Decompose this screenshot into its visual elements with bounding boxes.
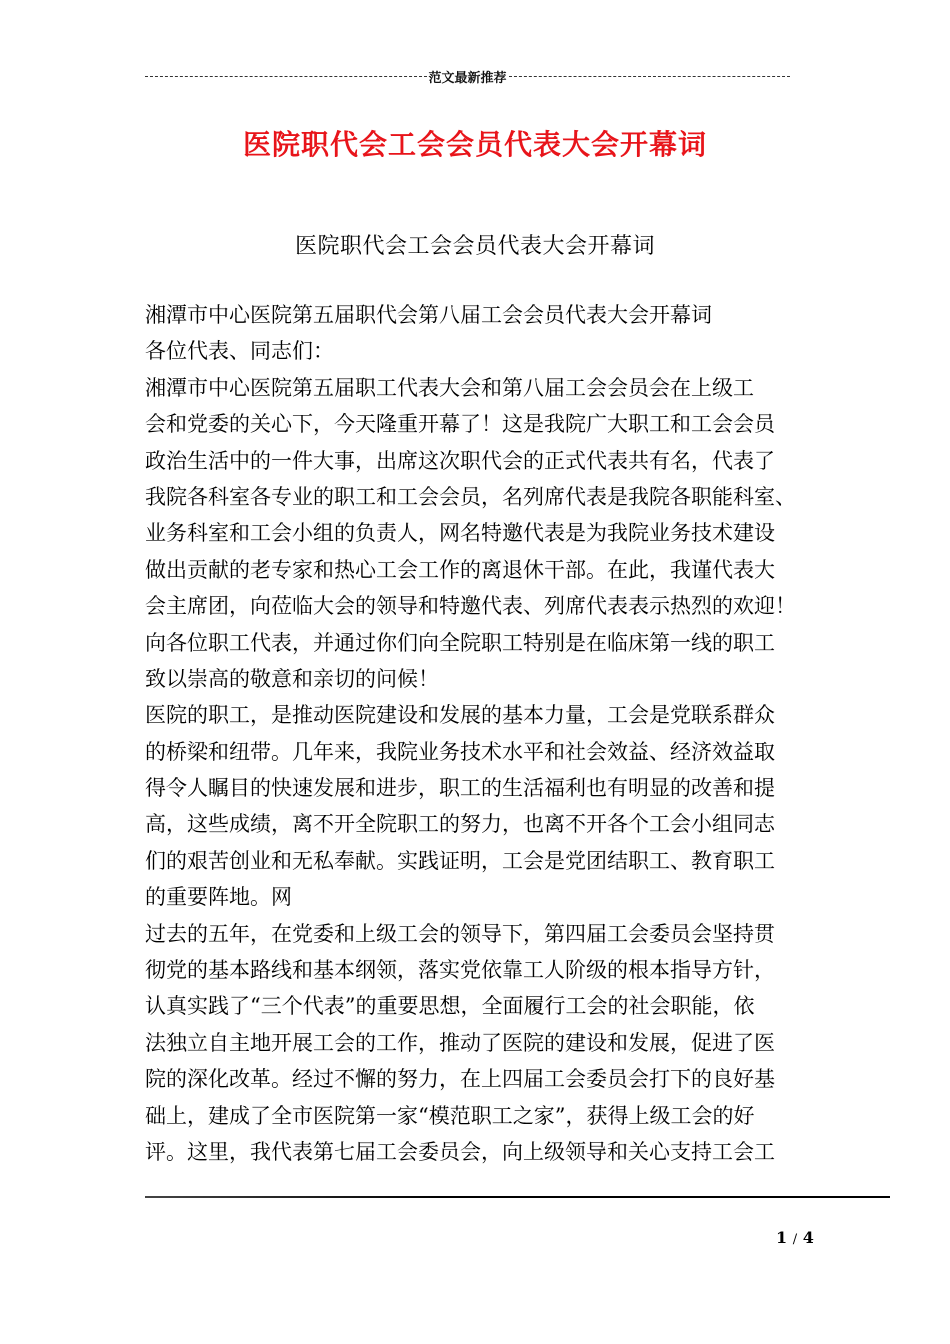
page-header — [145, 66, 790, 86]
text-line: 医院的职工，是推动医院建设和发展的基本力量，工会是党联系群众 — [145, 703, 775, 728]
text-line: 院的深化改革。经过不懈的努力，在上四届工会委员会打下的良好基 — [145, 1067, 775, 1092]
header-dash-left — [145, 76, 427, 77]
text-line: 湘潭市中心医院第五届职代会第八届工会会员代表大会开幕词 — [145, 303, 712, 327]
text-line: 法独立自主地开展工会的工作，推动了医院的建设和发展，促进了医 — [145, 1030, 775, 1055]
text-line: 政治生活中的一件大事，出席这次职代会的正式代表共有名，代表了 — [145, 448, 775, 473]
page-number — [776, 1228, 814, 1247]
text-line: 业务科室和工会小组的负责人，网名特邀代表是为我院业务技术建设 — [145, 521, 775, 546]
text-line: 向各位职工代表，并通过你们向全院职工特别是在临床第一线的职工 — [145, 630, 775, 655]
text-line: 致以崇高的敬意和亲切的问候！ — [145, 666, 439, 691]
text-line: 过去的五年，在党委和上级工会的领导下，第四届工会委员会坚持贯 — [145, 921, 775, 946]
header-dash-right — [509, 76, 791, 77]
text-line: 的重要阵地。网 — [145, 885, 292, 910]
text-line: 评。这里，我代表第七届工会委员会，向上级领导和关心支持工会工 — [145, 1139, 775, 1164]
page-separator: / — [792, 1232, 798, 1247]
text-line: 会和党委的关心下，今天隆重开幕了！这是我院广大职工和工会会员 — [145, 412, 775, 437]
text-line: 认真实践了“三个代表”的重要思想，全面履行工会的社会职能，依 — [145, 994, 755, 1019]
text-line: 各位代表、同志们： — [145, 339, 334, 364]
document-subtitle: 医院职代会工会会员代表大会开幕词 — [294, 234, 655, 259]
text-line: 湘潭市中心医院第五届职工代表大会和第八届工会会员会在上级工 — [145, 375, 754, 400]
text-line: 做出贡献的老专家和热心工会工作的离退休干部。在此，我谨代表大 — [145, 557, 775, 582]
current-page: 1 — [776, 1228, 788, 1247]
header-label: 范文最新推荐 — [428, 70, 507, 86]
text-line: 会主席团，向莅临大会的领导和特邀代表、列席代表表示热烈的欢迎！ — [145, 594, 796, 619]
footer-divider — [145, 1196, 890, 1198]
total-pages: 4 — [802, 1228, 814, 1247]
text-line: 我院各科室各专业的职工和工会会员，名列席代表是我院各职能科室、 — [145, 484, 796, 509]
text-line: 们的艰苦创业和无私奉献。实践证明，工会是党团结职工、教育职工 — [145, 848, 775, 873]
text-line: 高，这些成绩，离不开全院职工的努力，也离不开各个工会小组同志 — [145, 812, 775, 837]
body-text — [145, 297, 815, 1170]
text-line: 彻党的基本路线和基本纲领，落实党依靠工人阶级的根本指导方针， — [145, 958, 775, 983]
text-line: 的桥梁和纽带。几年来，我院业务技术水平和社会效益、经济效益取 — [145, 739, 775, 764]
text-line: 础上，建成了全市医院第一家“模范职工之家”，获得上级工会的好 — [145, 1103, 755, 1128]
document-title: 医院职代会工会会员代表大会开幕词 — [242, 128, 707, 161]
text-line: 得令人瞩目的快速发展和进步，职工的生活福利也有明显的改善和提 — [145, 776, 775, 801]
